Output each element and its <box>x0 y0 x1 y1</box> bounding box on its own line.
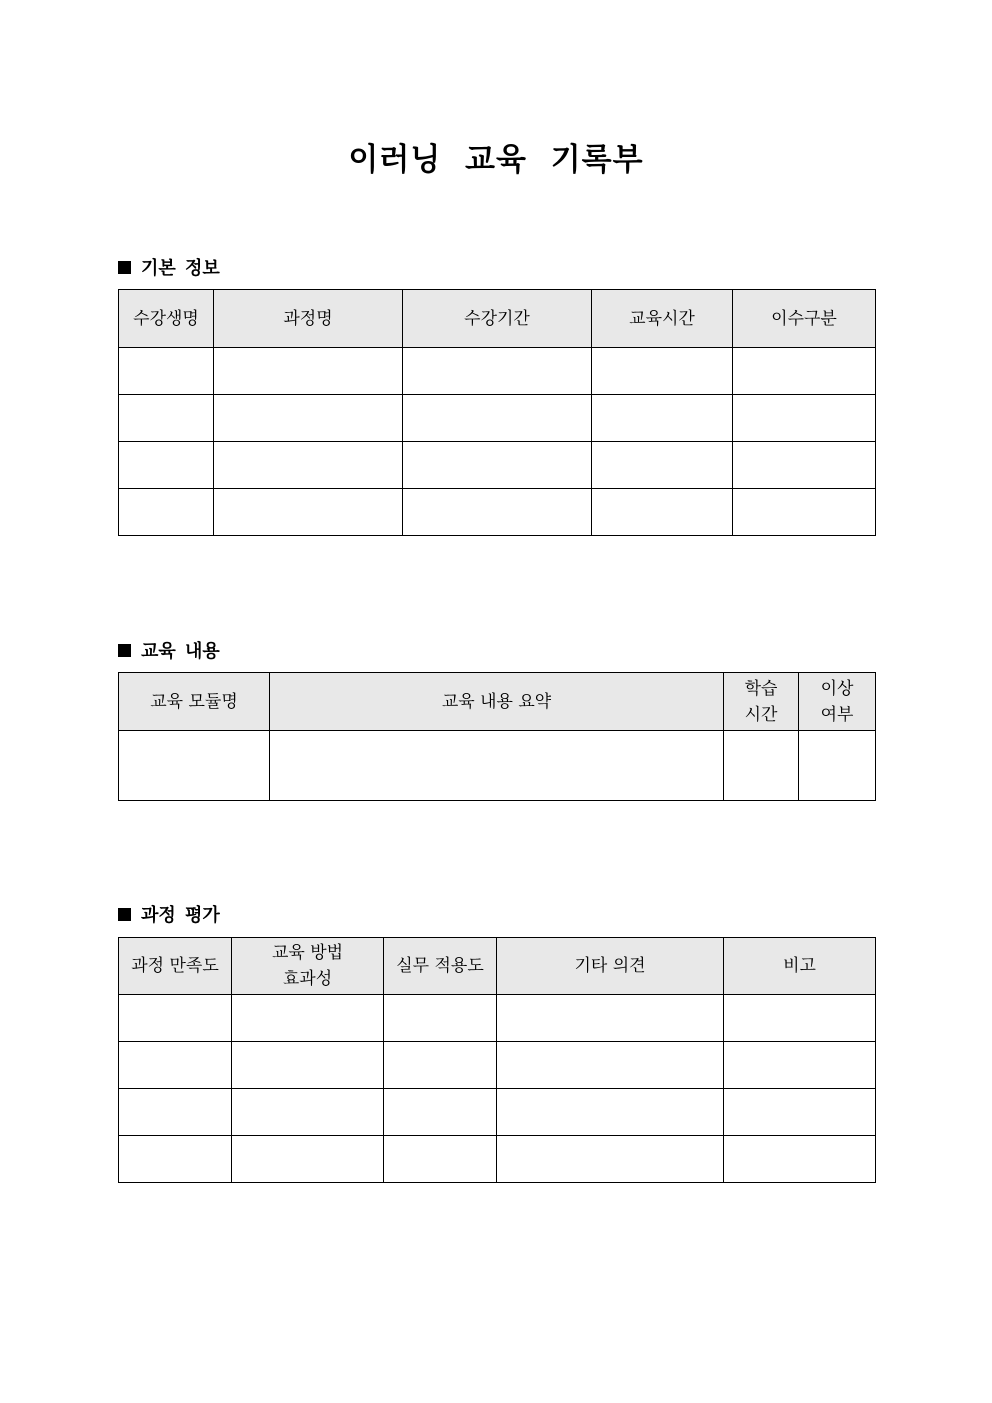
column-header: 이상 여부 <box>799 673 876 731</box>
table-cell[interactable] <box>799 731 876 801</box>
section-heading-basic-info <box>118 254 220 280</box>
square-bullet-icon <box>118 261 131 274</box>
document-title: 이러닝 교육 기록부 <box>348 142 644 178</box>
table-cell[interactable] <box>232 995 384 1042</box>
table-cell[interactable] <box>733 442 876 489</box>
table-cell[interactable] <box>592 395 733 442</box>
table-cell[interactable] <box>119 1089 232 1136</box>
table-cell[interactable] <box>119 731 270 801</box>
column-header: 기타 의견 <box>497 938 724 995</box>
section-heading-label: 과정 평가 <box>141 905 220 926</box>
table-cell[interactable] <box>497 1089 724 1136</box>
column-header: 교육시간 <box>592 290 733 348</box>
table-row <box>119 395 876 442</box>
table-cell[interactable] <box>214 442 403 489</box>
table-cell[interactable] <box>403 442 592 489</box>
table-header-row <box>119 290 876 348</box>
column-header: 교육 내용 요약 <box>270 673 724 731</box>
table-row <box>119 731 876 801</box>
column-header: 과정 만족도 <box>119 938 232 995</box>
table-row <box>119 1042 876 1089</box>
table-cell[interactable] <box>592 442 733 489</box>
table-header-row <box>119 673 876 731</box>
column-header: 과정명 <box>214 290 403 348</box>
table-cell[interactable] <box>733 348 876 395</box>
square-bullet-icon <box>118 908 131 921</box>
table-cell[interactable] <box>119 395 214 442</box>
table-cell[interactable] <box>724 731 799 801</box>
table-row <box>119 1136 876 1183</box>
square-bullet-icon <box>118 644 131 657</box>
content-table <box>118 672 876 801</box>
table-cell[interactable] <box>119 348 214 395</box>
table-cell[interactable] <box>232 1136 384 1183</box>
column-header: 실무 적용도 <box>384 938 497 995</box>
table-cell[interactable] <box>232 1042 384 1089</box>
table-cell[interactable] <box>232 1089 384 1136</box>
section-heading-evaluation <box>118 901 220 927</box>
table-cell[interactable] <box>384 1089 497 1136</box>
table-header-row <box>119 938 876 995</box>
column-header: 학습 시간 <box>724 673 799 731</box>
table-cell[interactable] <box>384 1136 497 1183</box>
table-cell[interactable] <box>119 1136 232 1183</box>
column-header: 교육 방법 효과성 <box>232 938 384 995</box>
table-cell[interactable] <box>119 489 214 536</box>
table-cell[interactable] <box>592 348 733 395</box>
section-heading-label: 기본 정보 <box>141 258 220 279</box>
section-heading-label: 교육 내용 <box>141 641 220 662</box>
table-row <box>119 1089 876 1136</box>
table-cell[interactable] <box>733 489 876 536</box>
table-cell[interactable] <box>724 995 876 1042</box>
table-cell[interactable] <box>724 1136 876 1183</box>
basic-info-table <box>118 289 876 536</box>
section-heading-content <box>118 637 220 663</box>
table-cell[interactable] <box>497 1136 724 1183</box>
table-cell[interactable] <box>733 395 876 442</box>
table-cell[interactable] <box>384 995 497 1042</box>
table-cell[interactable] <box>403 395 592 442</box>
table-cell[interactable] <box>384 1042 497 1089</box>
evaluation-table <box>118 937 876 1183</box>
table-cell[interactable] <box>724 1089 876 1136</box>
table-cell[interactable] <box>497 1042 724 1089</box>
table-cell[interactable] <box>119 442 214 489</box>
table-cell[interactable] <box>214 395 403 442</box>
table-cell[interactable] <box>724 1042 876 1089</box>
column-header: 비고 <box>724 938 876 995</box>
table-cell[interactable] <box>270 731 724 801</box>
table-cell[interactable] <box>497 995 724 1042</box>
table-cell[interactable] <box>214 348 403 395</box>
table-cell[interactable] <box>592 489 733 536</box>
column-header: 수강생명 <box>119 290 214 348</box>
table-cell[interactable] <box>214 489 403 536</box>
table-row <box>119 995 876 1042</box>
table-cell[interactable] <box>119 1042 232 1089</box>
column-header: 수강기간 <box>403 290 592 348</box>
table-cell[interactable] <box>403 489 592 536</box>
table-row <box>119 489 876 536</box>
table-row <box>119 442 876 489</box>
column-header: 교육 모듈명 <box>119 673 270 731</box>
table-cell[interactable] <box>403 348 592 395</box>
table-cell[interactable] <box>119 995 232 1042</box>
table-row <box>119 348 876 395</box>
column-header: 이수구분 <box>733 290 876 348</box>
